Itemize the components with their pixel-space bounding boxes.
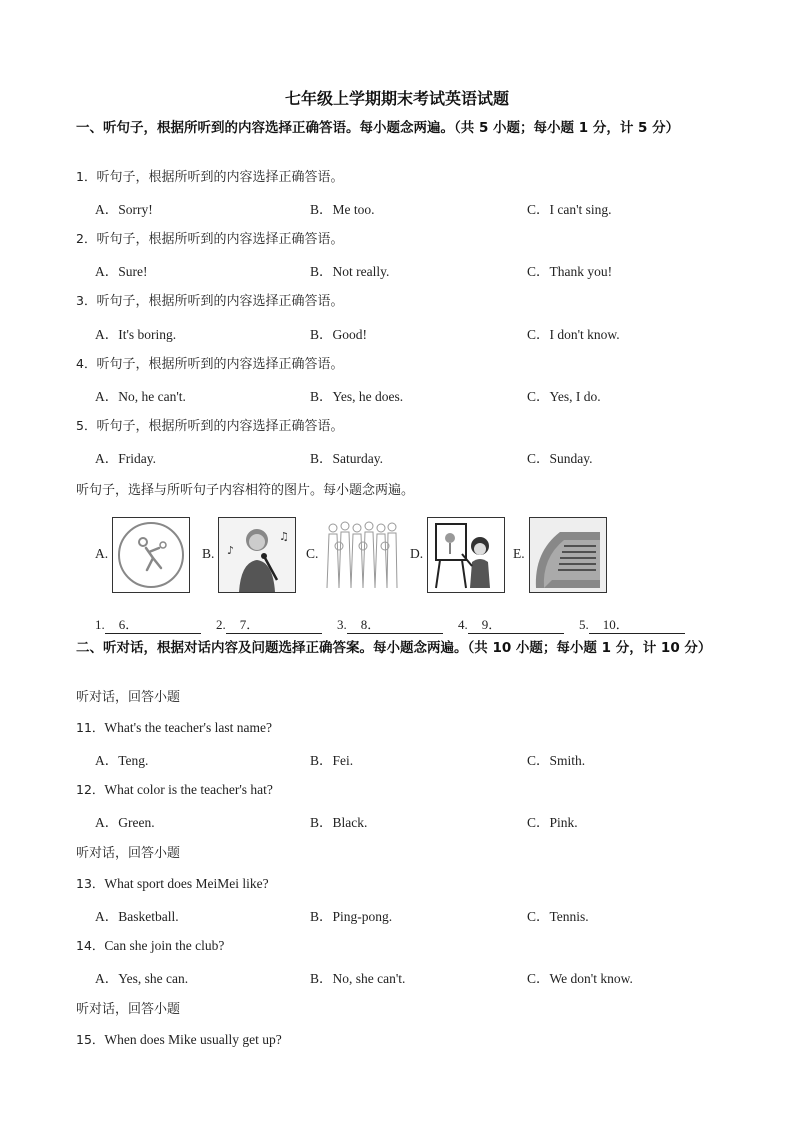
option-c[interactable]: C．Sunday. (527, 451, 593, 466)
blank-prefix: 1. (95, 617, 105, 632)
svg-text:♪: ♪ (227, 544, 235, 557)
question-text: Can she join the club? (104, 938, 225, 953)
question-3 (76, 290, 343, 309)
blank-prefix: 5. (579, 617, 589, 632)
picture-d[interactable] (427, 517, 505, 593)
option-a[interactable]: A．Yes, she can. (95, 971, 189, 986)
blank-prefix: 2. (216, 617, 226, 632)
sub-heading: 听对话，回答小题 (76, 846, 181, 861)
option-a[interactable]: A．Sorry! (95, 202, 153, 217)
question-11 (76, 718, 272, 736)
option-a[interactable]: A．Green. (95, 815, 155, 830)
option-a[interactable]: A．Friday. (95, 451, 156, 466)
blank-value: 7． (226, 614, 322, 634)
answer-blank-4[interactable] (458, 614, 564, 634)
option-c[interactable]: C．I can't sing. (527, 202, 612, 217)
option-b[interactable]: B．Good! (310, 327, 367, 342)
crowd-icon (323, 518, 399, 592)
question-text: 听句子，根据所听到的内容选择正确答语。 (96, 357, 344, 372)
picture-a[interactable] (112, 517, 190, 593)
sub-heading: 听对话，回答小题 (76, 690, 181, 705)
option-c[interactable]: C．Yes, I do. (527, 389, 601, 404)
option-b[interactable]: B．Black. (310, 815, 368, 830)
question-number: 2． (76, 231, 97, 246)
singer-icon (219, 518, 295, 592)
option-b[interactable]: B．Saturday. (310, 451, 383, 466)
painter-icon (428, 518, 504, 592)
picture-instruction: 听句子，选择与所听句子内容相符的图片。每小题念两遍。 (76, 483, 415, 498)
option-c[interactable]: C．Tennis. (527, 909, 589, 924)
blank-value: 9． (468, 614, 564, 634)
question-number: 12． (76, 782, 105, 797)
option-c[interactable]: C．We don't know. (527, 971, 633, 986)
answer-blank-3[interactable] (337, 614, 443, 634)
option-c[interactable]: C．Pink. (527, 815, 578, 830)
svg-text:♫: ♫ (279, 530, 289, 543)
question-text: What's the teacher's last name? (104, 720, 272, 735)
page-title: 七年级上学期期末考试英语试题 (284, 89, 509, 108)
option-c[interactable]: C．Smith. (527, 753, 586, 768)
question-number: 14． (76, 938, 105, 953)
option-a[interactable]: A．Teng. (95, 753, 149, 768)
question-number: 3． (76, 293, 97, 308)
option-a[interactable]: A．Basketball. (95, 909, 179, 924)
picture-label-b: B. (202, 546, 215, 561)
blank-value: 6． (105, 614, 201, 634)
question-4 (76, 353, 343, 372)
option-b[interactable]: B．Me too. (310, 202, 375, 217)
option-b[interactable]: B．No, she can't. (310, 971, 406, 986)
question-number: 13． (76, 876, 105, 891)
question-text: 听句子，根据所听到的内容选择正确答语。 (96, 419, 344, 434)
blank-prefix: 4. (458, 617, 468, 632)
section-1-heading: 一、听句子，根据所听到的内容选择正确答语。每小题念两遍。（共 5 小题；每小题 1 分，计 5 分） (76, 120, 680, 136)
picture-c[interactable] (322, 517, 400, 593)
running-track-icon (530, 518, 606, 592)
option-c[interactable]: C．Thank you! (527, 264, 613, 279)
option-a[interactable]: A．No, he can't. (95, 389, 186, 404)
question-number: 1． (76, 169, 97, 184)
question-1 (76, 166, 343, 185)
question-text: 听句子，根据所听到的内容选择正确答语。 (96, 294, 344, 309)
answer-blank-1[interactable] (95, 614, 201, 634)
question-number: 5． (76, 418, 97, 433)
sub-heading: 听对话，回答小题 (76, 1002, 181, 1017)
picture-label-e: E. (513, 546, 525, 561)
picture-b[interactable] (218, 517, 296, 593)
section-2-heading: 二、听对话，根据对话内容及问题选择正确答案。每小题念两遍。（共 10 小题；每小题 1 分，计 10 分） (76, 640, 712, 656)
ping-pong-icon (113, 518, 189, 592)
question-text: What sport does MeiMei like? (104, 876, 269, 891)
blank-prefix: 3. (337, 617, 347, 632)
picture-e[interactable] (529, 517, 607, 593)
question-14 (76, 936, 224, 954)
picture-label-c: C. (306, 546, 319, 561)
question-2 (76, 228, 343, 247)
option-b[interactable]: B．Fei. (310, 753, 354, 768)
question-text: What color is the teacher's hat? (104, 782, 273, 797)
question-number: 4． (76, 356, 97, 371)
question-15 (76, 1030, 282, 1048)
picture-label-a: A. (95, 546, 109, 561)
question-number: 11． (76, 720, 105, 735)
picture-label-d: D. (410, 546, 424, 561)
option-b[interactable]: B．Yes, he does. (310, 389, 404, 404)
option-a[interactable]: A．It's boring. (95, 327, 177, 342)
question-text: 听句子，根据所听到的内容选择正确答语。 (96, 232, 344, 247)
question-text: 听句子，根据所听到的内容选择正确答语。 (96, 170, 344, 185)
question-text: When does Mike usually get up? (104, 1032, 282, 1047)
blank-value: 10． (589, 614, 685, 634)
answer-blank-5[interactable] (579, 614, 685, 634)
option-b[interactable]: B．Ping-pong. (310, 909, 393, 924)
question-12 (76, 780, 273, 798)
option-c[interactable]: C．I don't know. (527, 327, 620, 342)
blank-value: 8． (347, 614, 443, 634)
question-5 (76, 415, 343, 434)
question-13 (76, 874, 269, 892)
option-b[interactable]: B．Not really. (310, 264, 390, 279)
question-number: 15． (76, 1032, 105, 1047)
option-a[interactable]: A．Sure! (95, 264, 148, 279)
answer-blank-2[interactable] (216, 614, 322, 634)
